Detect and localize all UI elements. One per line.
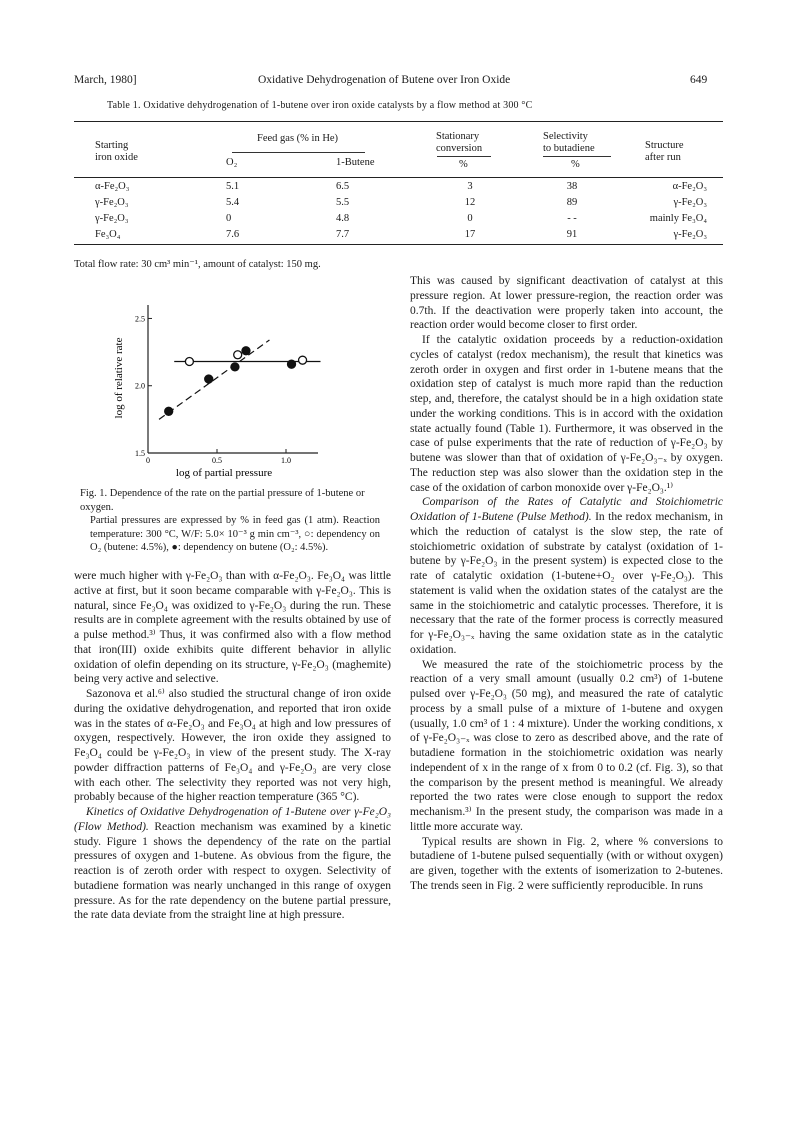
oxygen-data-point xyxy=(299,356,307,364)
th-selectivity: Selectivity xyxy=(543,131,588,142)
table-cell-selectivity: 38 xyxy=(566,181,578,192)
chart-axes xyxy=(135,305,318,465)
butene-data-point xyxy=(242,347,250,355)
table-cell-structure: γ-Fe₂O₃ xyxy=(673,229,707,240)
table-cell-o2: 5.1 xyxy=(226,181,240,192)
figure-caption-title: Fig. 1. Dependence of the rate on the partial pressure of 1-butene or oxygen. xyxy=(80,488,365,513)
right-paragraph-4: We measured the rate of the stoichiometric process by the reaction of a very small amount (usually 0.2 cm³) of 1-butene pulsed over γ-Fe₂O₃ (50 mg), and measured the rate of catalytic process by a small pulse of a mixture of 1-butene and oxygen (usually, 1.0 cm³ of 1 : 4 mixture). Under the working conditions, x of γ-Fe₂O₃₋ₓ was close to zero as described above, and the rate of butadiene formation in the stoichiometric oxidation was nearly independent of x in the range of x from 0 to 0.2 (cf. Fig. 3), so that the comparison by the present method is meaningful. We already reported the two rates were close enough to support the redox mechanism.³⁾ In the present study, the comparison was made in a little more accurate way. xyxy=(410,658,723,833)
oxygen-data-point xyxy=(185,358,193,366)
table-cell-o2: 7.6 xyxy=(226,229,240,240)
table-header-rule xyxy=(74,177,723,178)
figure-caption xyxy=(80,487,380,555)
th-structure: Structure xyxy=(645,140,684,151)
table-cell-butene: 6.5 xyxy=(336,181,350,192)
table-cell-selectivity: - - xyxy=(567,213,577,224)
table-cell-conversion: 12 xyxy=(464,197,476,208)
table-bottom-rule xyxy=(74,244,723,245)
table-cell-oxide: γ-Fe₂O₃ xyxy=(95,197,129,208)
right-paragraph-2: If the catalytic oxidation proceeds by a reduction-oxidation cycles of catalyst (redox mechanism), the result that kinetics was zeroth order in oxygen and first order in 1-butene means that the oxidation step of catalyst is much more rapid than the reduction step, and, therefore, the catalyst should be in a high oxidation state under the working conditions. This is in accord with the oxidation state actually found (Table 1). Furthermore, it was observed in the case of pulse experiments that the rate of reduction of γ-Fe₂O₃ by butene was slower than that of oxidation of γ-Fe₂O₃₋ₓ by oxygen. The reduction step was also slower than the oxidation step in the case of the oxidation of carbon monoxide over γ-Fe₂O₃.¹⁾ xyxy=(410,334,723,494)
table-cell-conversion: 0 xyxy=(467,213,473,224)
y-tick-label: 1.5 xyxy=(135,449,145,458)
figure-caption-details: Partial pressures are expressed by % in feed gas (1 atm). Reaction temperature: 300 °C, W/F: 5.0× 10⁻³ g min cm⁻³, ○: dependency on O₂ (butene: 4.5%), ●: dependency on butene (O₂: 4.5%). xyxy=(90,515,380,553)
right-paragraph-1: This was caused by significant deactivation of catalyst at this pressure region. At lower pressure-region, the reaction order was 0.7th. If the deactivation were properly taken into account, the reaction order would become closer to first order. xyxy=(410,275,723,332)
x-tick-label: 0 xyxy=(146,456,150,465)
chart-points xyxy=(165,347,307,416)
butene-data-point xyxy=(231,363,239,371)
th-o2: O₂ xyxy=(226,157,238,168)
left-paragraph-2: Sazonova et al.⁶⁾ also studied the structural change of iron oxide during the oxidative dehydrogenation, and reported that iron oxide was in the states of α-Fe₂O₃ and Fe₃O₄ at high and low pressures of oxygen, respectively. However, the iron oxide they assigned to Fe₃O₄ could be γ-Fe₂O₃ in view of the present study. The X-ray powder diffraction patterns of Fe₃O₄ and γ-Fe₂O₃ are very close with each other. The selectivity they reported was not very high, probably because of the higher reaction temperature (365 °C). xyxy=(74,688,391,804)
table-cell-structure: mainly Fe₃O₄ xyxy=(649,213,707,224)
th-feed-gas-brace xyxy=(232,152,365,153)
section-body-comparison: In the redox mechanism, in which the reduction of catalyst is the slow step, the rate of stoichiometric oxidation of substrate by catalyst (oxidation of 1-butene by γ-Fe₂O₃ in the present system) is expected close to the rate of catalytic oxidation (1-butene+O₂ over γ-Fe₂O₃). This statement is valid when the oxidation states of the catalyst are the same in the stoichiometric and catalytic processes. Therefore, it is necessary that the rate of the former process is correctly measured for γ-Fe₂O₃₋ₓ having the same oxidation state as in the catalytic oxidation. xyxy=(410,511,723,656)
butene-fit-line xyxy=(159,340,269,419)
th-feed-gas: Feed gas (% in He) xyxy=(257,133,339,144)
th-after-run: after run xyxy=(645,152,681,163)
table-cell-selectivity: 91 xyxy=(566,229,578,240)
y-tick-label: 2.0 xyxy=(135,381,145,391)
left-section-paragraph xyxy=(74,805,391,923)
table-top-rule xyxy=(74,121,723,122)
section-body-kinetics: Reaction mechanism was examined by a kinetic study. Figure 1 shows the dependency of the rate on the partial pressures of oxygen and 1-butene. As obvious from the figure, the reaction is of zeroth order with respect to oxygen. Selectivity of butadiene formation was nearly unchanged in this range of oxygen pressure. As for the rate dependency on the butene partial pressure, the rate data deviate from the straight line at high pressure. xyxy=(74,820,392,922)
table-footnote: Total flow rate: 30 cm³ min⁻¹, amount of catalyst: 150 mg. xyxy=(74,259,321,270)
page-number: 649 xyxy=(690,74,708,86)
butene-data-point xyxy=(205,375,213,383)
table-cell-butene: 7.7 xyxy=(336,229,350,240)
table-cell-oxide: γ-Fe₂O₃ xyxy=(95,213,129,224)
table-cell-o2: 5.4 xyxy=(226,197,240,208)
table-cell-structure: α-Fe₂O₃ xyxy=(672,181,707,192)
table-cell-conversion: 17 xyxy=(464,229,476,240)
table-cell-butene: 5.5 xyxy=(336,197,350,208)
left-column xyxy=(74,569,391,923)
running-header-title: Oxidative Dehydrogenation of Butene over Iron Oxide xyxy=(258,74,511,86)
table-cell-oxide: α-Fe₂O₃ xyxy=(95,181,130,192)
section-heading-kinetics: Kinetics of Oxidative Dehydrogenation of 1-Butene over γ-Fe₂O₃ (Flow Method). xyxy=(74,806,391,833)
section-heading-comparison: Comparison of the Rates of Catalytic and Stoichiometric Oxidation of 1-Butene (Pulse Method). xyxy=(410,496,723,523)
table-cell-selectivity: 89 xyxy=(566,197,578,208)
right-section-paragraph xyxy=(410,495,723,657)
th-conversion-unit: % xyxy=(459,159,468,170)
oxygen-data-point xyxy=(234,351,242,359)
th-stationary: Stationary xyxy=(436,131,480,142)
x-tick-label: 0.5 xyxy=(212,456,222,465)
table-cell-conversion: 3 xyxy=(467,181,473,192)
th-to-butadiene: to butadiene xyxy=(543,143,595,154)
th-conversion: conversion xyxy=(436,143,483,154)
table-cell-oxide: Fe₃O₄ xyxy=(95,229,121,240)
butene-data-point xyxy=(288,360,296,368)
table-caption: Table 1. Oxidative dehydrogenation of 1-butene over iron oxide catalysts by a flow method at 300 °C xyxy=(107,100,533,111)
right-paragraph-5: Typical results are shown in Fig. 2, where % conversions to butadiene of 1-butene pulsed sequentially (with or without oxygen) are given, together with the extents of isomerization to 2-butenes. The trends seen in Fig. 2 were sufficiently reproducible. In runs xyxy=(410,835,723,892)
th-selectivity-unit: % xyxy=(571,159,580,170)
x-axis-label: log of partial pressure xyxy=(175,467,273,479)
x-tick-label: 1.0 xyxy=(281,456,291,465)
right-column xyxy=(410,274,723,894)
figure-1-chart xyxy=(110,300,340,480)
th-starting: Starting xyxy=(95,140,129,151)
table-cell-structure: γ-Fe₂O₃ xyxy=(673,197,707,208)
running-header-date: March, 1980] xyxy=(74,74,137,86)
left-paragraph-1: were much higher with γ-Fe₂O₃ than with α-Fe₂O₃. Fe₃O₄ was little active at first, but it soon became comparable with γ-Fe₂O₃. This is natural, since Fe₃O₄ was oxidized to γ-Fe₂O₃ during the run. These results are in complete agreement with the results obtained by use of a pulse method.³⁾ Thus, it was confirmed also with a flow method that iron(III) oxide exhibits quite different behavior in allylic oxidation of olefin depending on its structure, γ-Fe₂O₃ (maghemite) being very active and selective. xyxy=(74,570,391,686)
table-cell-butene: 4.8 xyxy=(336,213,350,224)
th-conversion-rule xyxy=(437,156,491,157)
th-iron-oxide: iron oxide xyxy=(95,152,138,163)
y-tick-label: 2.5 xyxy=(135,314,145,324)
th-selectivity-rule xyxy=(543,156,611,157)
butene-data-point xyxy=(165,407,173,415)
y-axis-label: log of relative rate xyxy=(113,337,125,419)
th-butene: 1-Butene xyxy=(336,157,375,168)
table-cell-o2: 0 xyxy=(226,213,232,224)
